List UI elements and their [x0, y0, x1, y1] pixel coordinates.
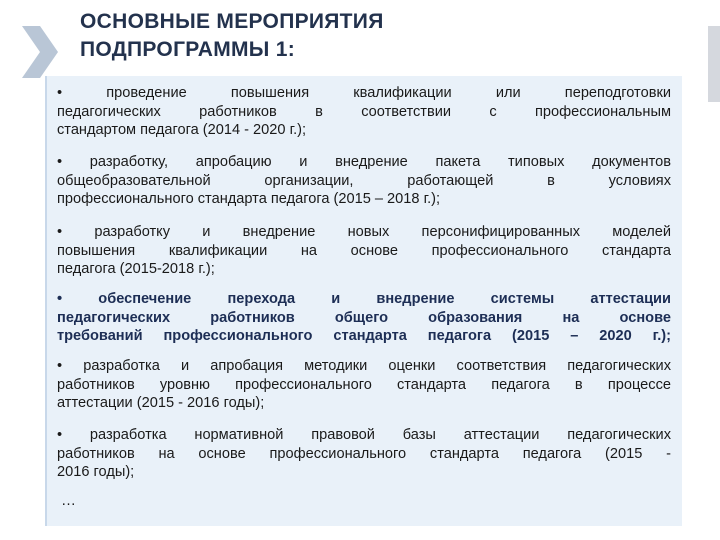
list-item-4 [57, 290, 671, 346]
list-item-1-line-1: • проведение повышения квалификации или переподготовки [57, 85, 671, 101]
list-item-3-line-2: повышения квалификации на основе профессионального стандарта [57, 242, 671, 259]
list-item-3 [57, 223, 671, 279]
ellipsis: … [61, 492, 76, 509]
title-line-2: ПОДПРОГРАММЫ 1: [80, 38, 296, 61]
list-item-5-line-3: аттестации (2015 - 2016 годы); [57, 395, 265, 411]
chevron-right-icon [18, 22, 62, 82]
decorative-bar [708, 26, 720, 102]
list-item-2-line-2: общеобразовательной организации, работающей в условиях [57, 172, 671, 189]
content-panel [45, 76, 682, 526]
list-item-3-line-1: • разработку и внедрение новых персонифицированных моделей [57, 224, 671, 240]
list-item-5 [57, 357, 671, 413]
list-item-4-line-1: • обеспечение перехода и внедрение системы аттестации [57, 291, 671, 307]
list-item-2-line-3: профессионального стандарта педагога (2015 – 2018 г.); [57, 191, 441, 207]
list-item-1 [57, 84, 671, 140]
title-line-1: ОСНОВНЫЕ МЕРОПРИЯТИЯ [80, 10, 384, 33]
list-item-1-line-2: педагогических работников в соответствии с профессиональным [57, 103, 671, 120]
list-item-6-line-2: работников на основе профессионального стандарта педагога (2015 - [57, 445, 671, 462]
page-title [80, 8, 640, 64]
list-item-3-line-3: педагога (2015-2018 г.); [57, 261, 215, 277]
list-item-6-line-1: • разработка нормативной правовой базы аттестации педагогических [57, 427, 671, 443]
list-item-2 [57, 153, 671, 209]
list-item-4-line-3: требований профессионального стандарта педагога (2015 – 2020 г.); [57, 328, 671, 344]
list-item-5-line-2: работников уровню профессионального стандарта педагога в процессе [57, 376, 671, 393]
list-item-2-line-1: • разработку, апробацию и внедрение пакета типовых документов [57, 154, 671, 170]
list-item-5-line-1: • разработка и апробация методики оценки соответствия педагогических [57, 358, 671, 374]
list-item-6-line-3: 2016 годы); [57, 464, 135, 480]
list-item-6 [57, 426, 671, 482]
list-item-1-line-3: стандартом педагога (2014 - 2020 г.); [57, 122, 307, 138]
list-item-4-line-2: педагогических работников общего образования на основе [57, 309, 671, 326]
